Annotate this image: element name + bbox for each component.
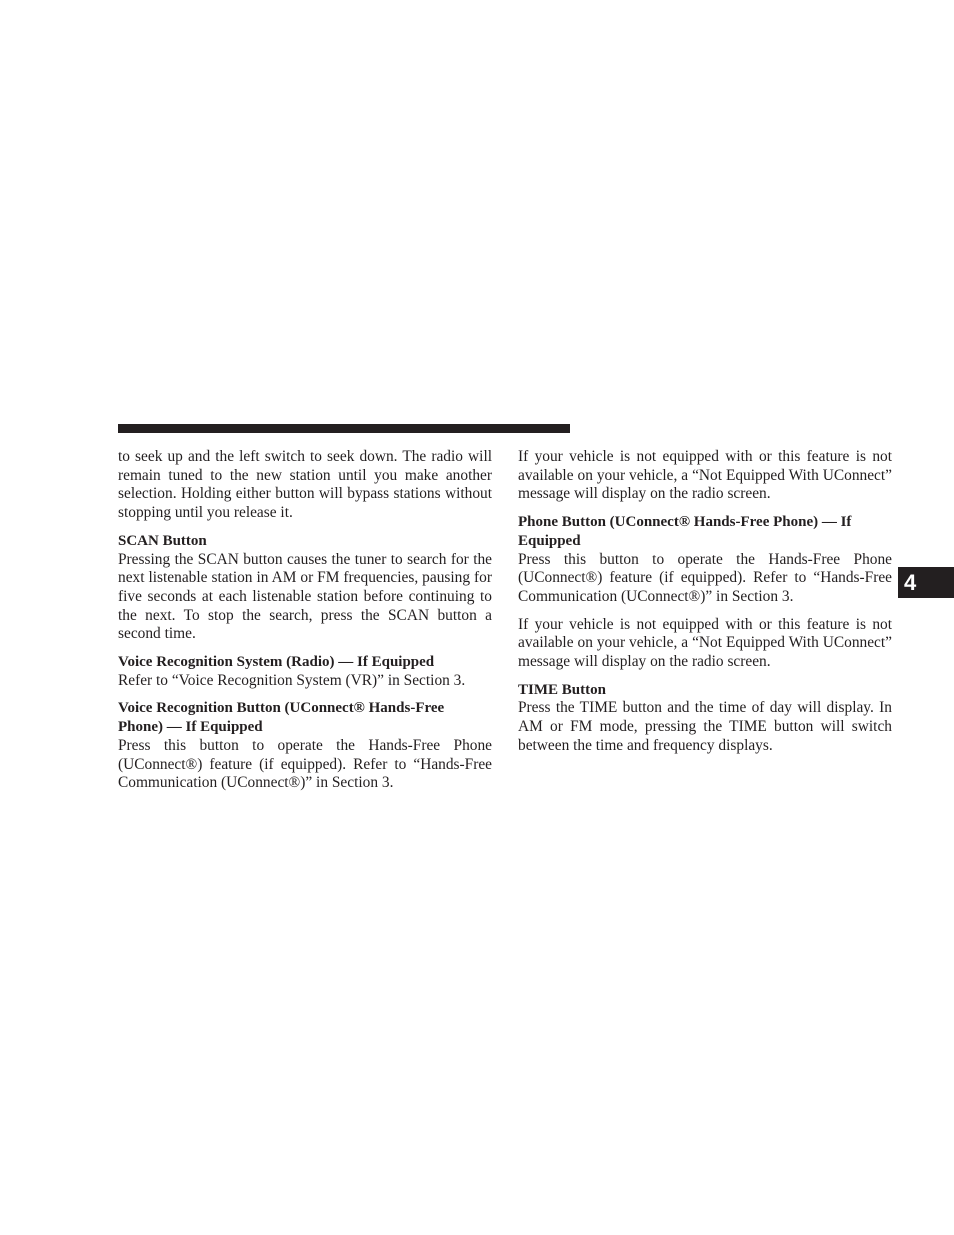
scan-button-heading: SCAN Button: [118, 532, 207, 549]
phone-button-body: Press this button to operate the Hands-Free Phone (UConnect®) feature (if equipped). Refer to “Hands-Free Communication (UConnect®)” in Section 3.: [518, 550, 892, 605]
voice-recognition-button-heading: Voice Recognition Button (UConnect® Hands-Free Phone) — If Equipped: [118, 700, 445, 736]
time-button-heading: TIME Button: [518, 681, 606, 698]
time-button-body: Press the TIME button and the time of day will display. In AM or FM mode, pressing the TIME button will switch between the time and frequency displays.: [518, 699, 892, 754]
voice-recognition-system-heading: Voice Recognition System (Radio) — If Equipped: [118, 654, 435, 671]
chapter-tab: 4: [898, 567, 954, 598]
voice-recognition-system-body: Refer to “Voice Recognition System (VR)” in Section 3.: [118, 671, 466, 689]
scan-button-body: Pressing the SCAN button causes the tuner to search for the next listenable station in AM or FM frequencies, pausing for five seconds at each listenable station before continuing to the next. To stop the search, press the SCAN button a second time.: [118, 550, 492, 643]
left-column: [118, 448, 492, 802]
not-equipped-note-1: If your vehicle is not equipped with or this feature is not available on your vehicle, a “Not Equipped With UConnect” message will display on the radio screen.: [518, 448, 892, 503]
section-header-rule: [118, 424, 570, 433]
intro-paragraph: to seek up and the left switch to seek down. The radio will remain tuned to the new station until you make another selection. Holding either button will bypass stations without stopping until you release it.: [118, 448, 492, 522]
phone-button-heading: Phone Button (UConnect® Hands-Free Phone) — If Equipped: [518, 514, 852, 549]
not-equipped-note-2: If your vehicle is not equipped with or this feature is not available on your vehicle, a “Not Equipped With UConnect” message will display on the radio screen.: [518, 615, 892, 671]
right-column: [518, 448, 892, 765]
voice-recognition-button-body: Press this button to operate the Hands-Free Phone (UConnect®) feature (if equipped). Refer to “Hands-Free Communication (UConnect®)” in Section 3.: [118, 736, 492, 792]
